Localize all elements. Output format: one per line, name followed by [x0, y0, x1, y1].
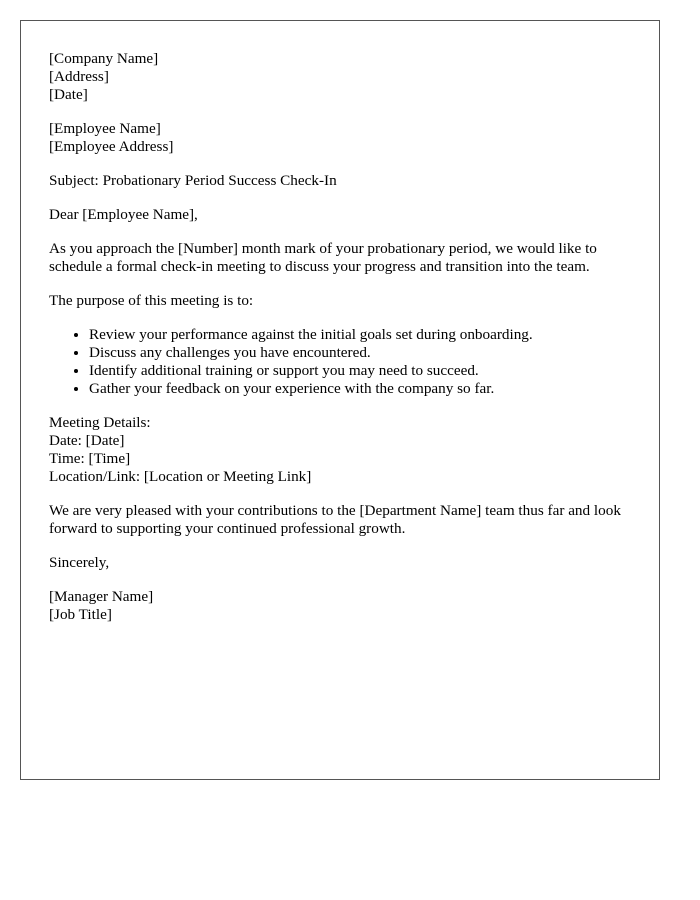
list-item: • Review your performance against the initial goals set during onboarding. [89, 326, 631, 344]
intro-paragraph: As you approach the [Number] month mark of your probationary period, we would like to schedule a formal check-in meeting to discuss your progress and transition into the team. [49, 240, 597, 275]
closing-paragraph: We are very pleased with your contributions to the [Department Name] team thus far and look forward to supporting your continued professional growth. [49, 502, 621, 537]
meeting-details [49, 414, 631, 486]
meeting-details-heading: Meeting Details: [49, 414, 151, 431]
letter-page [20, 20, 660, 780]
manager-name: [Manager Name] [49, 588, 154, 605]
manager-job-title: [Job Title] [49, 606, 112, 623]
salutation: Dear [Employee Name], [49, 206, 198, 223]
letter-date: [Date] [49, 86, 88, 103]
employee-name: [Employee Name] [49, 120, 161, 137]
purpose-list [49, 326, 631, 398]
purpose-intro: The purpose of this meeting is to: [49, 292, 254, 309]
signature-block [49, 588, 631, 624]
sender-block [49, 50, 631, 104]
list-item: • Gather your feedback on your experience with the company so far. [89, 380, 631, 398]
company-address: [Address] [49, 68, 109, 85]
employee-address: [Employee Address] [49, 138, 174, 155]
meeting-time: Time: [Time] [49, 450, 131, 467]
subject-line: Subject: Probationary Period Success Check-In [49, 172, 337, 189]
meeting-date: Date: [Date] [49, 432, 125, 449]
meeting-location: Location/Link: [Location or Meeting Link] [49, 468, 312, 485]
company-name: [Company Name] [49, 50, 159, 67]
signoff: Sincerely, [49, 554, 110, 571]
recipient-block [49, 120, 631, 156]
list-item: • Identify additional training or support you may need to succeed. [89, 362, 631, 380]
list-item: • Discuss any challenges you have encountered. [89, 344, 631, 362]
